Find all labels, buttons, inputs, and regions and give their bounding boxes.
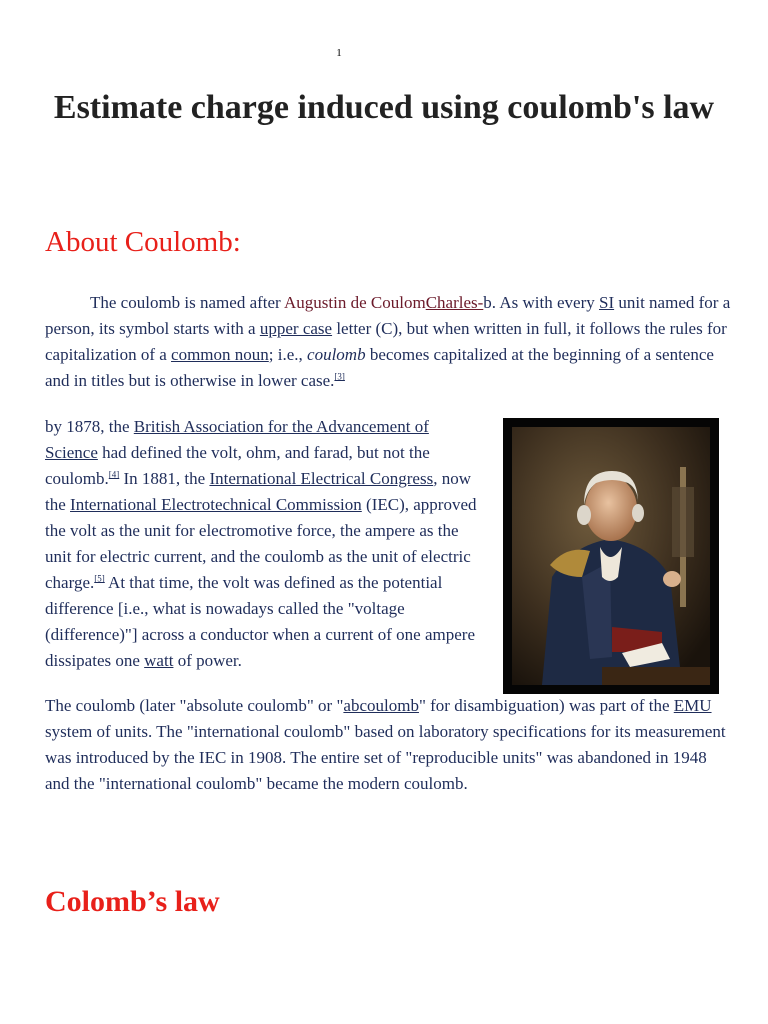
document-title: Estimate charge induced using coulomb's law <box>53 89 715 126</box>
coulomb-italic: coulomb <box>307 345 366 364</box>
p1-text-2: b. As with every <box>483 293 599 312</box>
coulomb-portrait-image <box>503 418 719 694</box>
augustin-link[interactable]: Augustin de Coulom <box>284 293 426 312</box>
charles-link[interactable]: Charles- <box>425 293 484 312</box>
page-number: 1 <box>336 47 342 59</box>
common-noun-link[interactable]: common noun <box>171 345 269 364</box>
p2-text-6: At that time, the volt was defined as the potential difference [i.e., what is nowadays called the "voltage (difference)"] across a conductor when a current of one ampere dissipates one <box>45 573 475 670</box>
p2-text-4: , now the <box>45 469 471 514</box>
p1-text-4: letter (C), but when written in full, it follows the rules for capitalization of a <box>45 319 727 364</box>
coulombs-law-heading: Colomb’s law <box>45 885 220 918</box>
p2-text-2: had defined the volt, ohm, and farad, but not the coulomb. <box>45 443 430 488</box>
upper-case-link[interactable]: upper case <box>259 319 333 338</box>
iec-congress-link[interactable]: International Electrical Congress <box>209 469 434 488</box>
p2-text-5: (IEC), approved the volt as the unit for electromotive force, the ampere as the unit for electric current, and the coulomb as the unit of electric charge. <box>45 495 477 592</box>
about-coulomb-heading: About Coulomb: <box>45 226 241 258</box>
si-link[interactable]: SI <box>598 293 615 312</box>
abcoulomb-paragraph <box>45 693 735 797</box>
p1-text-1: The coulomb is named after <box>90 293 285 312</box>
history-paragraph <box>45 414 485 674</box>
p3-text-2: " for disambiguation) was part of the <box>418 696 674 715</box>
portrait-painting <box>512 427 710 685</box>
reference-4-link[interactable]: [4] <box>108 469 120 480</box>
p1-text-6: becomes capitalized at the beginning of a sentence and in titles but is otherwise in lower case. <box>45 345 714 390</box>
baas-link[interactable]: British Association for the Advancement of Science <box>45 417 429 462</box>
p3-text-3: system of units. The "international coulomb" based on laboratory specifications for its measurement was introduced by the IEC in 1908. The entire set of "reproducible units" was abandoned in 1948 and the "international coulomb" became the modern coulomb. <box>45 722 726 793</box>
p1-text-5: ; i.e., <box>268 345 308 364</box>
p2-text-1: by 1878, the <box>45 417 134 436</box>
emu-link[interactable]: EMU <box>673 696 712 715</box>
p1-text-3: unit named for a person, its symbol starts with a <box>45 293 731 338</box>
reference-5-link[interactable]: [5] <box>94 573 105 584</box>
watt-link[interactable]: watt <box>144 651 174 670</box>
reference-3-link[interactable]: [3] <box>334 371 345 382</box>
p2-text-3: In 1881, the <box>119 469 210 488</box>
p3-text-1: The coulomb (later "absolute coulomb" or " <box>45 696 344 715</box>
intro-paragraph <box>45 290 735 394</box>
iec-link[interactable]: International Electrotechnical Commission <box>70 495 362 514</box>
p2-text-7: of power. <box>173 651 242 670</box>
abcoulomb-link[interactable]: abcoulomb <box>343 696 419 715</box>
